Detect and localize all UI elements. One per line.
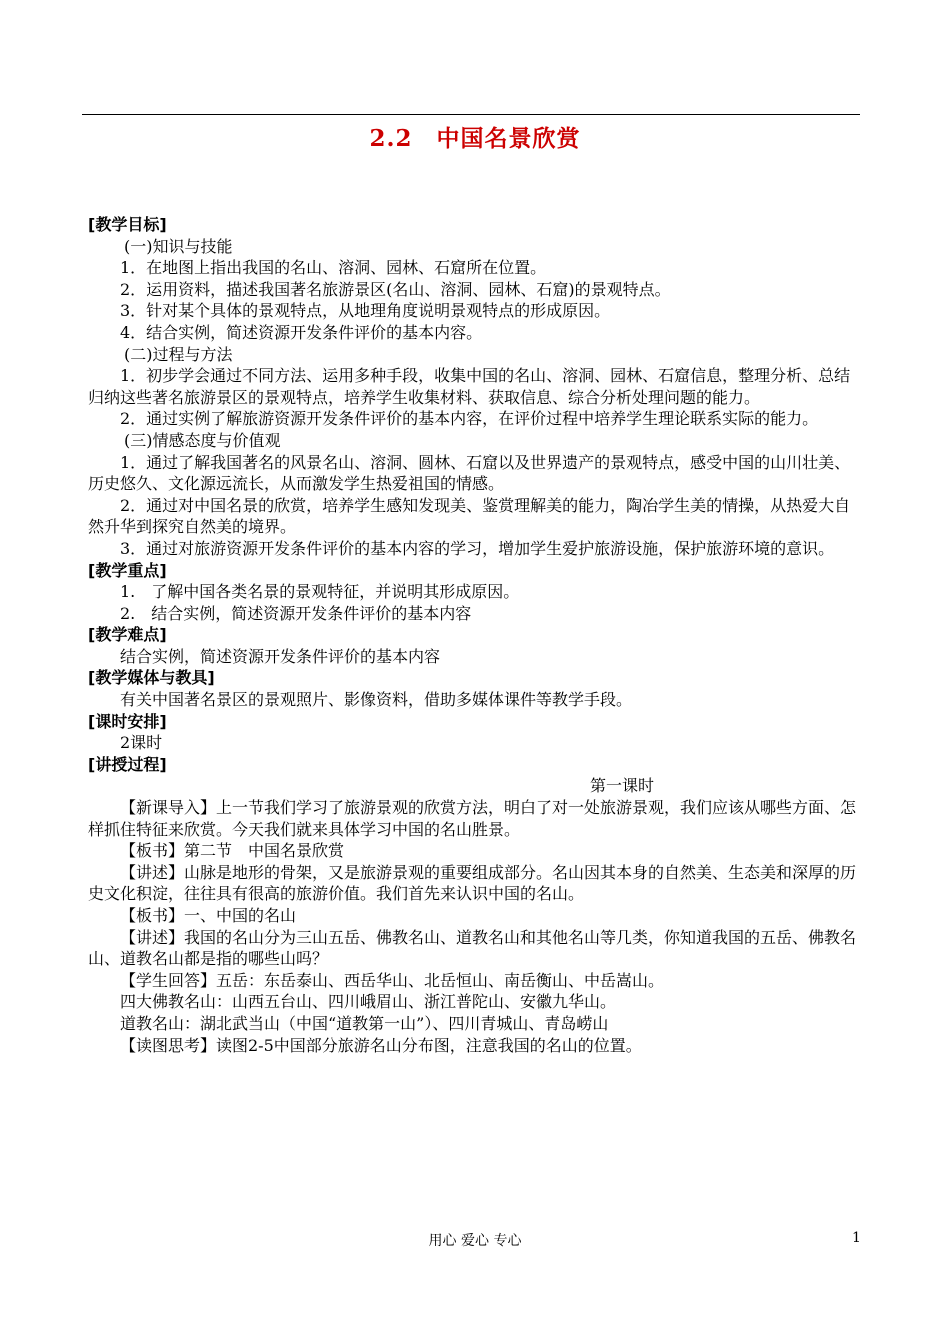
- body-paragraph: 【板书】第二节 中国名景欣赏: [120, 841, 345, 861]
- body-paragraph: 【讲述】我国的名山分为三山五岳、佛教名山、道教名山和其他名山等几类，你知道我国的五岳、佛教名山、道教名山都是指的哪些山吗？: [88, 927, 857, 969]
- body-paragraph: 3．针对某个具体的景观特点，从地理角度说明景观特点的形成原因。: [120, 301, 611, 321]
- body-paragraph: 道教名山：湖北武当山（中国“道教第一山”）、四川青城山、青岛崂山: [120, 1013, 609, 1033]
- body-paragraph: 4．结合实例，简述资源开发条件评价的基本内容。: [120, 322, 483, 342]
- body-paragraph: 2. 结合实例，简述资源开发条件评价的基本内容: [120, 603, 472, 623]
- body-paragraph: 1. 了解中国各类名景的景观特征，并说明其形成原因。: [120, 582, 520, 602]
- body-paragraph: 【读图思考】读图2-5中国部分旅游名山分布图，注意我国的名山的位置。: [120, 1035, 642, 1055]
- body-paragraph: (三)情感态度与价值观: [124, 430, 281, 450]
- section-heading: [讲授过程]: [88, 754, 167, 774]
- body-paragraph: 第一课时: [589, 776, 654, 796]
- body-paragraph: 2．通过实例了解旅游资源开发条件评价的基本内容，在评价过程中培养学生理论联系实际的能力。: [120, 409, 819, 429]
- body-paragraph: 四大佛教名山：山西五台山、四川峨眉山、浙江普陀山、安徽九华山。: [120, 992, 617, 1012]
- section-heading: [教学重点]: [88, 560, 167, 580]
- body-paragraph: 1．通过了解我国著名的风景名山、溶洞、圆林、石窟以及世界遗产的景观特点，感受中国的山川壮美、历史悠久、文化源远流长，从而激发学生热爱祖国的情感。: [88, 452, 851, 494]
- body-paragraph: 【学生回答】五岳：东岳泰山、西岳华山、北岳恒山、南岳衡山、中岳嵩山。: [120, 970, 665, 990]
- section-heading: [课时安排]: [88, 711, 167, 731]
- body-paragraph: 结合实例，简述资源开发条件评价的基本内容: [120, 646, 441, 666]
- section-heading: [教学媒体与教具]: [88, 668, 215, 688]
- body-paragraph: 2．运用资料，描述我国著名旅游景区(名山、溶洞、园林、石窟)的景观特点。: [120, 279, 671, 299]
- body-paragraph: 【板书】一、中国的名山: [120, 906, 297, 925]
- body-paragraph: 有关中国著名景区的景观照片、影像资料，借助多媒体课件等教学手段。: [120, 690, 633, 710]
- document-body: [88, 214, 862, 1056]
- body-paragraph: 【讲述】山脉是地形的骨架，又是旅游景观的重要组成部分。名山因其本身的自然美、生态美和深厚的历史文化积淀，往往具有很高的旅游价值。我们首先来认识中国的名山。: [88, 862, 857, 904]
- page-footer: 用心 爱心 专心: [428, 1233, 522, 1249]
- body-paragraph: (二)过程与方法: [124, 344, 233, 364]
- body-paragraph: 2课时: [120, 733, 163, 753]
- section-heading: [教学难点]: [88, 625, 167, 645]
- page-number: 1: [852, 1230, 861, 1246]
- body-paragraph: 3．通过对旅游资源开发条件评价的基本内容的学习，增加学生爱护旅游设施，保护旅游环境的意识。: [120, 538, 835, 558]
- body-paragraph: 1．初步学会通过不同方法、运用多种手段，收集中国的名山、溶洞、园林、石窟信息，整理分析、总结归纳这些著名旅游景区的景观特点，培养学生收集材料、获取信息、综合分析处理问题的能力。: [88, 366, 851, 407]
- document-title: 2.2 中国名景欣赏: [369, 125, 581, 152]
- section-heading: [教学目标]: [88, 215, 167, 234]
- body-paragraph: 2．通过对中国名景的欣赏，培养学生感知发现美、鉴赏理解美的能力，陶冶学生美的情操，从热爱大自然升华到探究自然美的境界。: [88, 495, 851, 537]
- body-paragraph: (一)知识与技能: [124, 236, 233, 256]
- body-paragraph: 【新课导入】上一节我们学习了旅游景观的欣赏方法，明白了对一处旅游景观，我们应该从哪些方面、怎样抓住特征来欣赏。今天我们就来具体学习中国的名山胜景。: [88, 798, 857, 839]
- header-rule: [82, 114, 860, 115]
- body-paragraph: 1．在地图上指出我国的名山、溶洞、园林、石窟所在位置。: [120, 258, 547, 278]
